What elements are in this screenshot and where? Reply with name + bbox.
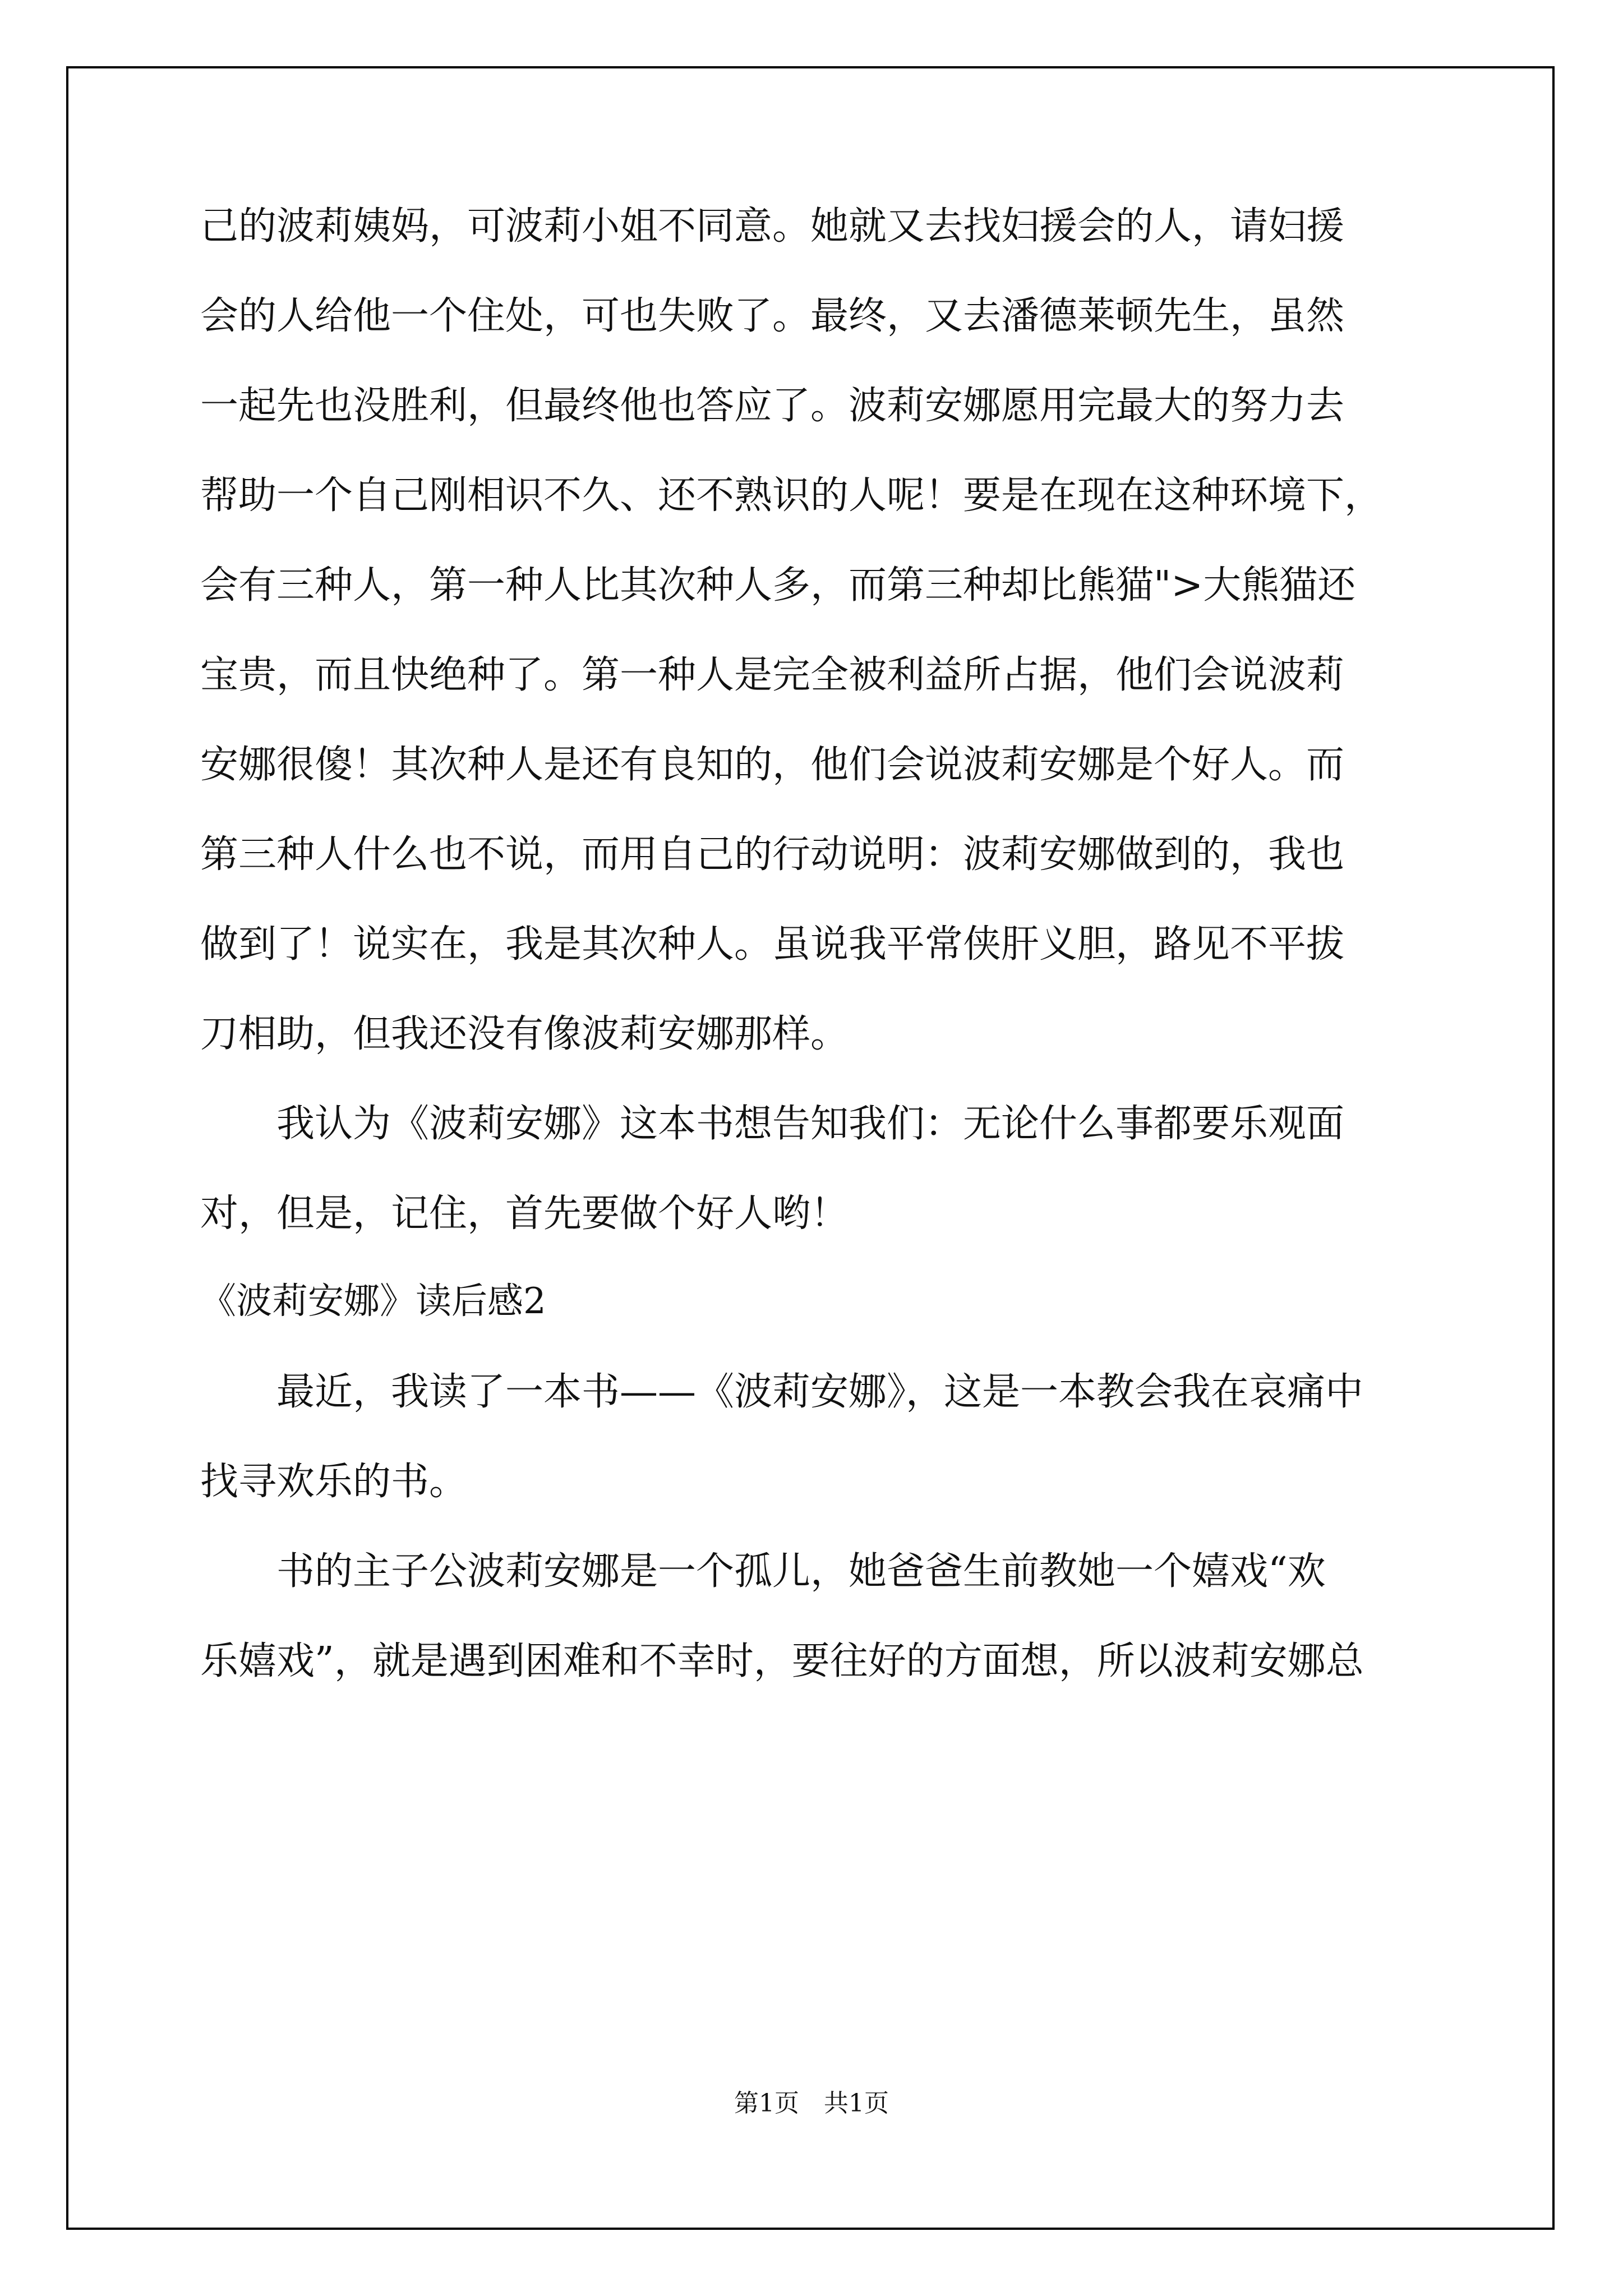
section-heading: 《波莉安娜》读后感2 <box>200 1281 546 1322</box>
paragraph-line: 宝贵，而且快绝种了。第一种人是完全被利益所占据，他们会说波莉 <box>200 653 1345 697</box>
paragraph-line: 会的人给他一个住处，可也失败了。最终，又去潘德莱顿先生，虽然 <box>200 294 1345 338</box>
paragraph-line: 乐嬉戏”，就是遇到困难和不幸时，要往好的方面想，所以波莉安娜总 <box>200 1639 1364 1683</box>
paragraph-line: 一起先也没胜利，但最终他也答应了。波莉安娜愿用完最大的努力去 <box>200 384 1345 428</box>
paragraph-line: 我认为《波莉安娜》这本书想告知我们：无论什么事都要乐观面 <box>200 1102 1345 1146</box>
paragraph-line: 书的主子公波莉安娜是一个孤儿，她爸爸生前教她一个嬉戏“欢 <box>200 1549 1326 1594</box>
paragraph-line: 刀相助，但我还没有像波莉安娜那样。 <box>200 1012 849 1056</box>
paragraph-line: 做到了！说实在，我是其次种人。虽说我平常侠肝义胆，路见不平拔 <box>200 922 1345 967</box>
paragraph-line: 最近，我读了一本书——《波莉安娜》，这是一本教会我在哀痛中 <box>200 1370 1364 1414</box>
page-footer: 第1页 共1页 <box>734 2089 889 2118</box>
paragraph-line: 第三种人什么也不说，而用自己的行动说明：波莉安娜做到的，我也 <box>200 832 1345 877</box>
paragraph-line: 安娜很傻！其次种人是还有良知的，他们会说波莉安娜是个好人。而 <box>200 743 1345 787</box>
paragraph-line: 会有三种人，第一种人比其次种人多，而第三种却比熊猫">大熊猫还 <box>200 563 1356 608</box>
paragraph-line: 帮助一个自己刚相识不久、还不熟识的人呢！要是在现在这种环境下， <box>200 473 1383 518</box>
paragraph-line: 对，但是，记住，首先要做个好人哟！ <box>200 1191 849 1236</box>
paragraph-line: 己的波莉姨妈，可波莉小姐不同意。她就又去找妇援会的人，请妇援 <box>200 204 1345 249</box>
paragraph-line: 找寻欢乐的书。 <box>200 1460 468 1504</box>
